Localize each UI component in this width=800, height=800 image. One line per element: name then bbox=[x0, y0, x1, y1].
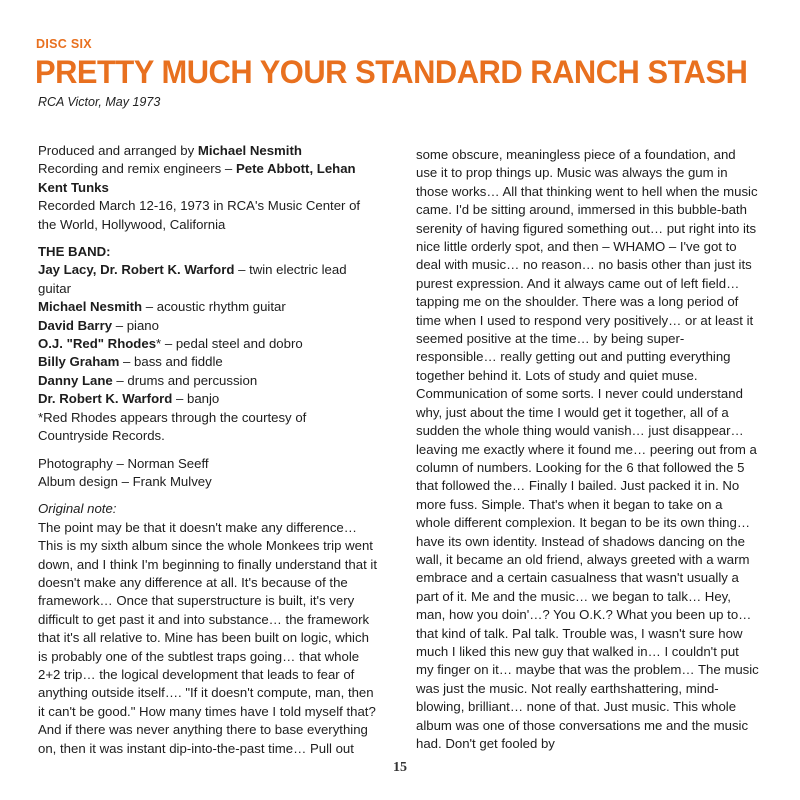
band-member-role: – bass and fiddle bbox=[119, 354, 223, 370]
band-member-name: Danny Lane bbox=[38, 372, 113, 388]
band-member-role: – twin electric lead guitar bbox=[38, 262, 347, 296]
album-design-credit: Album design – Frank Mulvey bbox=[38, 473, 212, 489]
band-member bbox=[38, 353, 378, 371]
band-member-name: Billy Graham bbox=[38, 354, 120, 370]
band-member bbox=[38, 372, 378, 390]
producer-prefix: Produced and arranged by bbox=[38, 143, 198, 158]
engineers-credit bbox=[38, 160, 378, 197]
recording-info: Recorded March 12-16, 1973 in RCA's Music Center of the World, Hollywood, California bbox=[38, 198, 361, 232]
band-member-role: * – pedal steel and dobro bbox=[156, 336, 303, 352]
band-heading bbox=[38, 243, 378, 261]
band-member bbox=[38, 317, 378, 335]
right-column bbox=[416, 146, 760, 753]
footnote: *Red Rhodes appears through the courtesy of Countryside Records. bbox=[38, 409, 307, 444]
left-column bbox=[38, 142, 378, 758]
band-member-role: – piano bbox=[112, 317, 159, 333]
band-member-role: – banjo bbox=[172, 391, 220, 407]
band-member-name: David Barry bbox=[38, 317, 113, 333]
disc-label: DISC SIX bbox=[36, 37, 92, 51]
band-member-role: – drums and percussion bbox=[112, 372, 258, 388]
band-member bbox=[38, 298, 378, 316]
producer-credit bbox=[38, 142, 378, 160]
note-text-left: The point may be that it doesn't make any difference… This is my sixth album since the whole Monkees trip went down, and I think I'm beginning to finally understand that it doesn't make any difference at all. It's because of the framework… Once that superstructure is built, it's very difficult to get past it and into substance… the framework that it's all relative to. Mine has been built on logic, which is probably one of the subtlest traps going… that whole 2+2 trip… the logical development that leads to fear of anything outside itself…. "If it doesn't compute, man, then it can't be good." How many times have I told myself that? And if there was never anything there to base everything on, then it was instant dip-into-the-past time… Pull out bbox=[38, 519, 378, 756]
engineers-names: Pete Abbott, Lehan Kent Tunks bbox=[38, 161, 356, 195]
band-member-role: – acoustic rhythm guitar bbox=[142, 299, 286, 315]
note-heading: Original note: bbox=[38, 501, 117, 517]
band-member-name: Jay Lacy, Dr. Robert K. Warford bbox=[38, 262, 235, 278]
page-number: 15 bbox=[393, 760, 407, 775]
release-info: RCA Victor, May 1973 bbox=[38, 95, 161, 109]
album-title: PRETTY MUCH YOUR STANDARD RANCH STASH bbox=[35, 54, 748, 90]
band-member-name: Dr. Robert K. Warford bbox=[38, 391, 173, 407]
band-member-name: O.J. "Red" Rhodes bbox=[38, 336, 157, 352]
producer-name: Michael Nesmith bbox=[197, 143, 302, 158]
band-member bbox=[38, 390, 378, 408]
band-member-name: Michael Nesmith bbox=[38, 299, 143, 315]
engineers-prefix: Recording and remix engineers – bbox=[38, 161, 236, 177]
note-text-right: some obscure, meaningless piece of a foundation, and use it to prop things up. Music was always the gum in those works… All that thinking went to hell when the music came. I'd be sitting around, immersed in this bubble-bath serenity of having figured something out… put right into its nice little orderly spot, and then – WHAMO – I've got to deal with music… no reason… no basis other than just its purest expression. And it always came out of left field… tapping me on the shoulder. There was a long period of time when I used to respond very positively… or at least it seemed positive at the time… by being super-responsible… really getting out and putting everything together behind it. Lots of study and quiet muse. Communication of some sorts. I never could understand why, just about the time I would get it together, all of a sudden the whole thing would vanish… just disappear… leaving me exactly where it found me… peering out from a column of numbers. Looking for the 6 that followed the 5 that followed the… Finally I bailed. Just packed it in. No more fuss. Simple. That's when it began to take on a whole different complexion. It began to be its own thing… have its own identity. Instead of shadows dancing on the wall, it became an old friend, always greeted with a warm embrace and a certain casualness that wasn't usually a part of it. Me and the music… we began to talk… Hey, man, how you doin'…? You O.K.? What you been up to… that kind of talk. Pal talk. Trouble was, I wasn't sure how much I liked this new guy that walked in… I couldn't put my finger on it… maybe that was the problem… The music was just the music. Not really earthshattering, mind-blowing, brilliant… none of that. Just music. This whole album was one of those conversations me and the music had. Don't get fooled by bbox=[416, 147, 759, 751]
band-heading-text: THE BAND: bbox=[38, 244, 111, 260]
band-member bbox=[38, 335, 378, 353]
photography-credit: Photography – Norman Seeff bbox=[38, 455, 209, 471]
band-member bbox=[38, 261, 378, 298]
